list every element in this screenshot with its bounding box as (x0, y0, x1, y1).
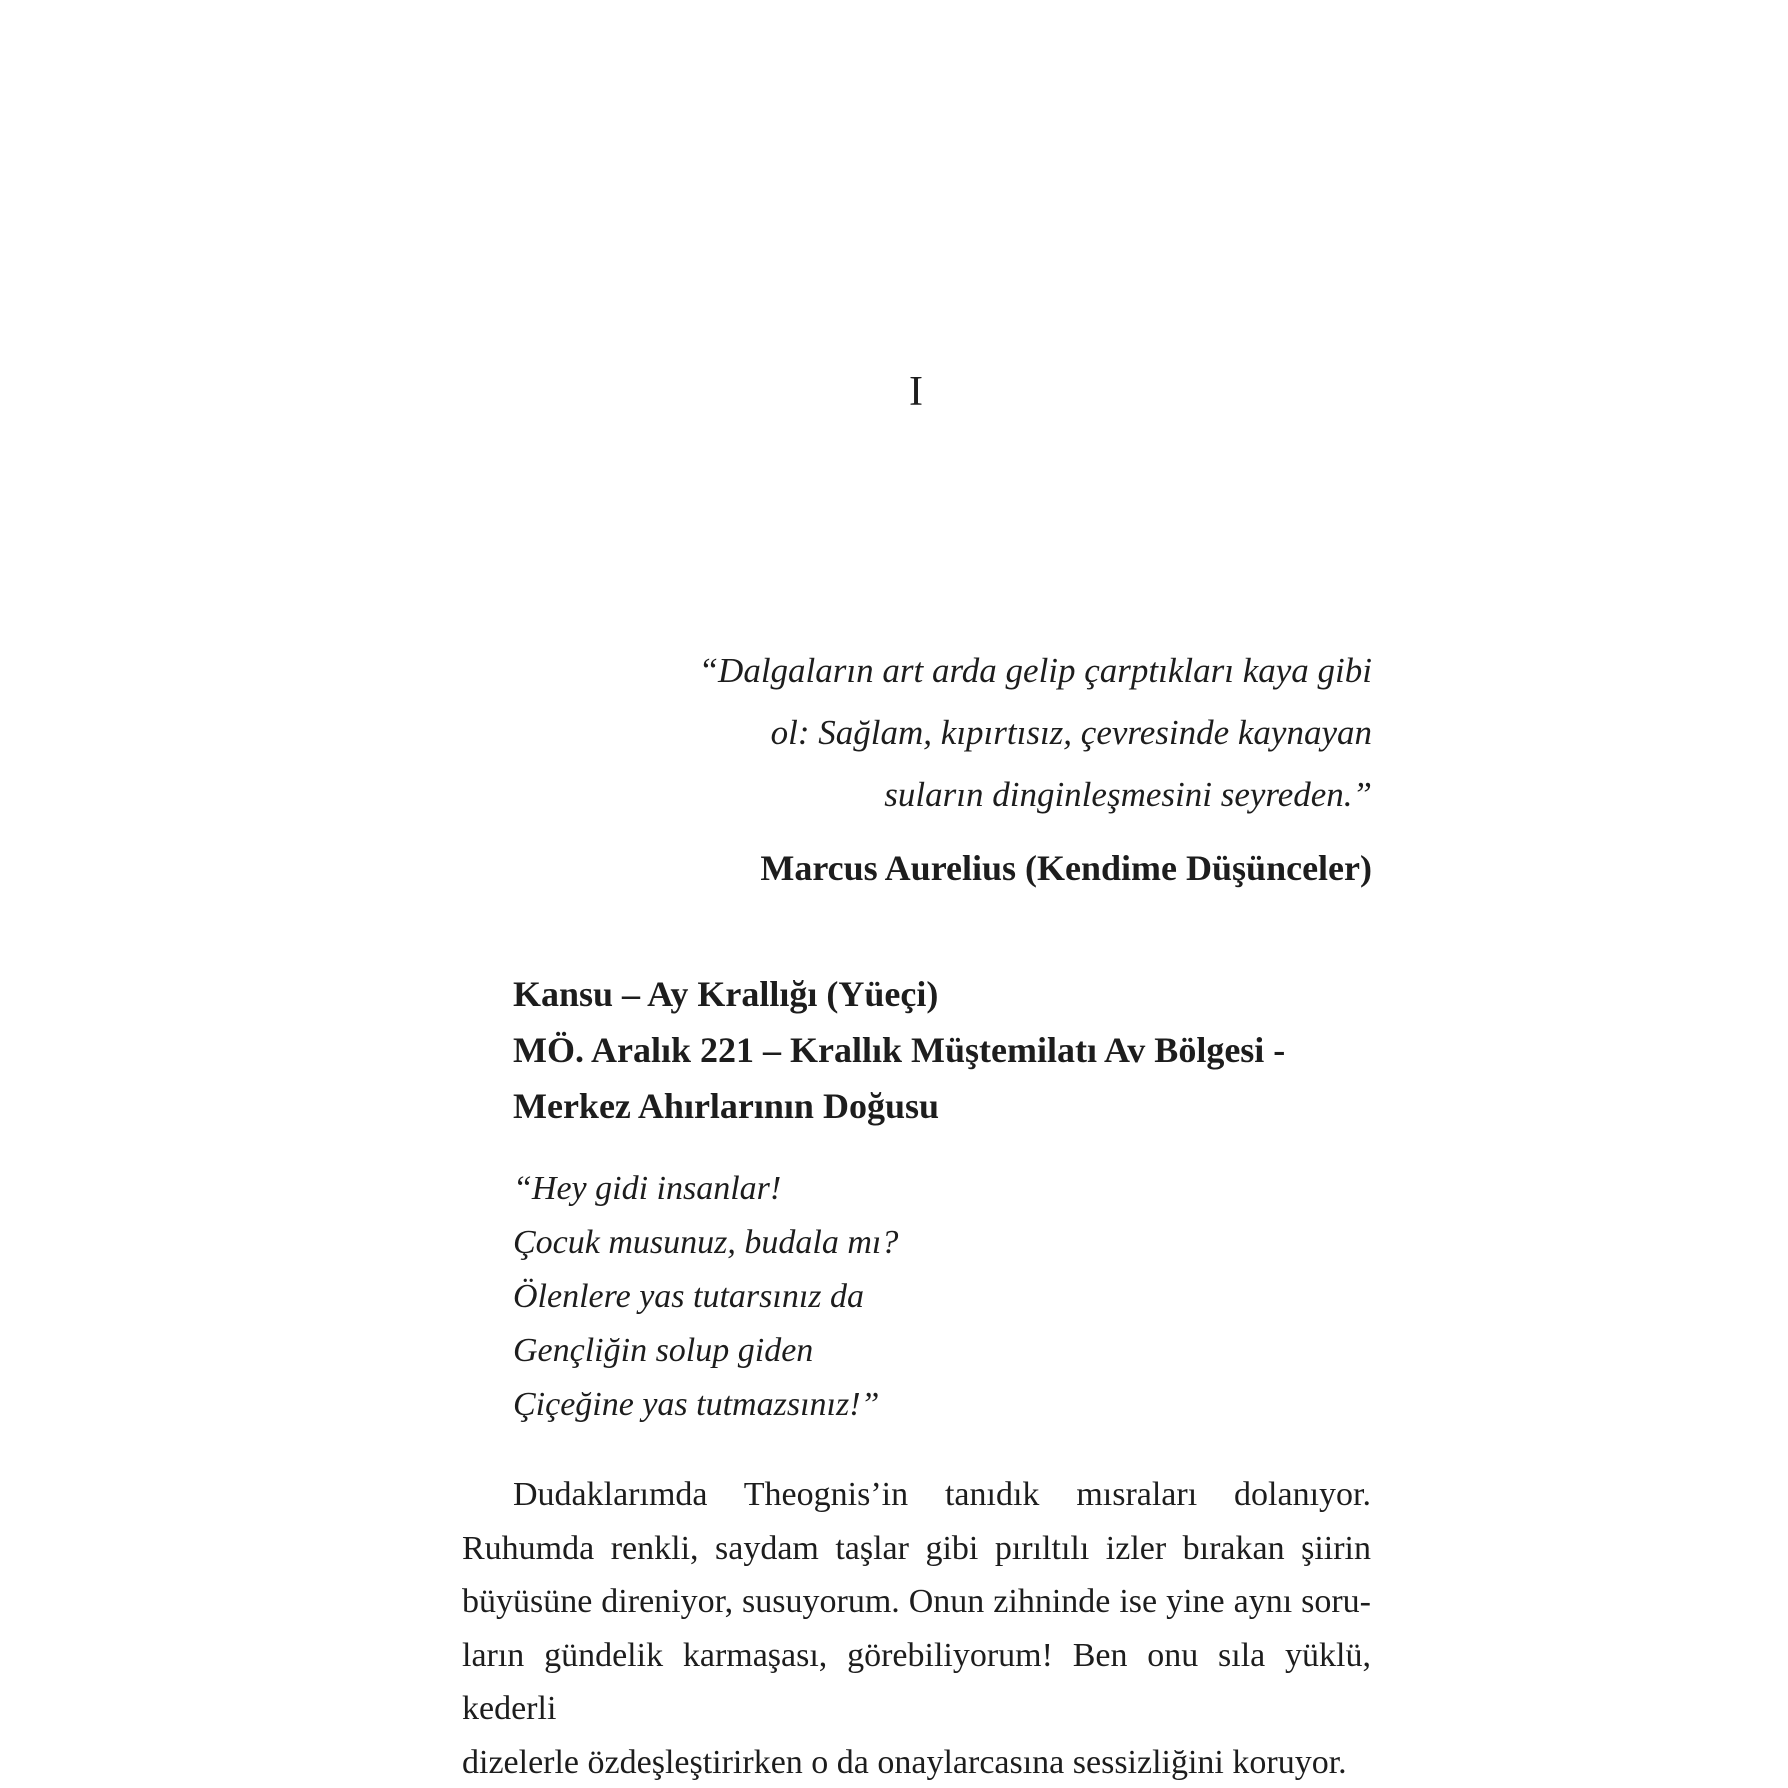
scene-heading-line: Kansu – Ay Krallığı (Yüeçi) (513, 974, 939, 1014)
body-text-line: Ruhumda renkli, saydam taşlar gibi pırıltılı izler bırakan şiirin (462, 1529, 1371, 1567)
epigraph-line: “Dalgaların art arda gelip çarptıkları kaya gibi (698, 651, 1372, 690)
epigraph-attribution: Marcus Aurelius (Kendime Düşünceler) (760, 848, 1372, 888)
body-text-line: Dudaklarımda Theognis’in tanıdık mısraları dolanıyor. (513, 1476, 1371, 1513)
body-text-line: büyüsüne direniyor, susuyorum. Onun zihninde ise yine aynı soru- (462, 1583, 1371, 1620)
body-paragraph (462, 1468, 1371, 1788)
body-text-line: ların gündelik karmaşası, görebiliyorum! Ben onu sıla yüklü, kederli (462, 1636, 1371, 1727)
poem-quote (513, 1162, 1373, 1432)
scene-heading-line: Merkez Ahırlarının Doğusu (513, 1086, 940, 1126)
poem-line: Çiçeğine yas tutmazsınız!” (513, 1386, 880, 1423)
chapter-number: I (909, 369, 924, 415)
poem-line: Gençliğin solup giden (513, 1332, 814, 1369)
epigraph (412, 640, 1372, 826)
poem-line: “Hey gidi insanlar! (513, 1170, 782, 1207)
poem-line: Ölenlere yas tutarsınız da (513, 1278, 864, 1315)
poem-line: Çocuk musunuz, budala mı? (513, 1224, 899, 1261)
body-text-line: dizelerle özdeşleştirirken o da onaylarcasına sessizliğini koruyor. (462, 1743, 1347, 1781)
scene-heading (513, 966, 1373, 1134)
scene-heading-line: MÖ. Aralık 221 – Krallık Müştemilatı Av Bölgesi - (513, 1030, 1286, 1070)
epigraph-line: suların dinginleşmesini seyreden.” (884, 775, 1372, 814)
epigraph-line: ol: Sağlam, kıpırtısız, çevresinde kaynayan (770, 713, 1372, 752)
